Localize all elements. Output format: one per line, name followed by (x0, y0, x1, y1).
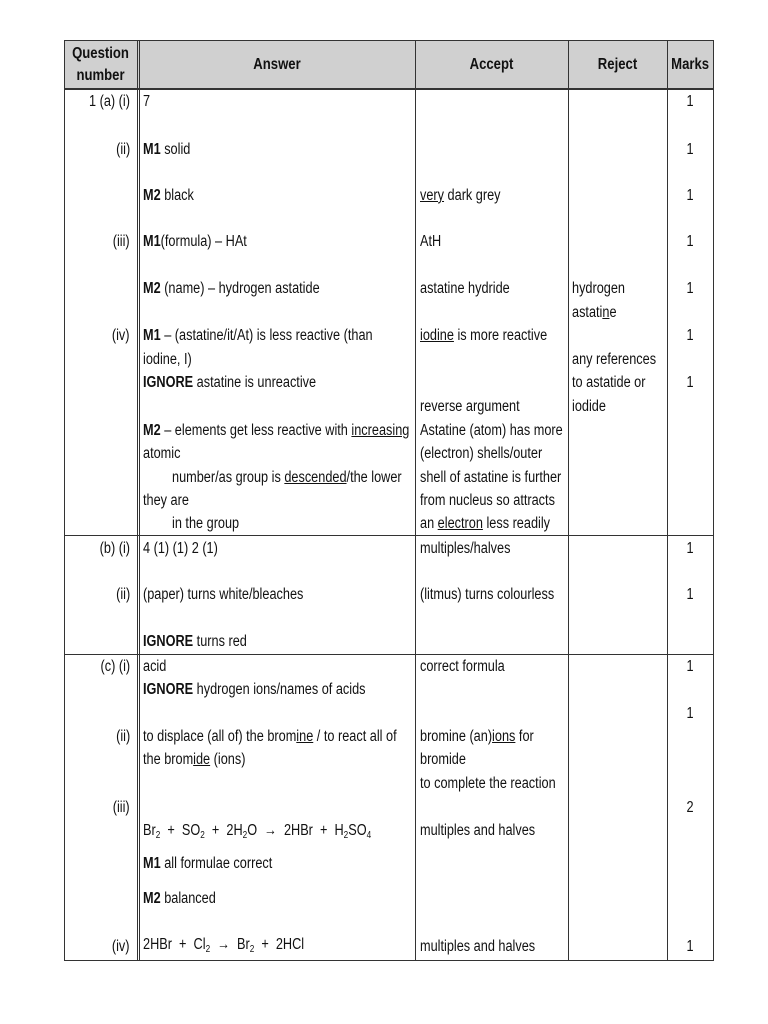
col-divider-accept (415, 40, 416, 961)
equation-1c-iii: $Br_2 + SO_2 + 2H_2O \to 2HBr + H_2SO_4$ (143, 822, 372, 841)
answer-1b-ii: (paper) turns white/bleaches (143, 586, 304, 603)
answer-1a-i: 7 (143, 93, 151, 110)
mark-1c-ii: 1 (686, 705, 694, 722)
answer-1a-iv-m2-line3: number/as group is descended/the lower (172, 469, 402, 486)
answer-1c-i-ignore: IGNORE hydrogen ions/names of acids (143, 681, 366, 698)
answer-1a-iv-m2-line1: M2 – elements get less reactive with increasing (143, 422, 410, 439)
mark-1c-iv: 1 (686, 938, 694, 955)
equation-1c-iv: $2HBr + Cl_2 \to Br_2 + 2HCl$ (143, 936, 305, 955)
accept-1c-iv: multiples and halves (420, 938, 536, 955)
reject-1a-iv-3: iodide (572, 398, 606, 415)
mark-1a-iii-m1: 1 (686, 233, 694, 250)
question-number-1b-i: (b) (i) (99, 540, 130, 557)
mark-1c-iii: 2 (686, 799, 694, 816)
question-number-1a-i: 1 (a) (i) (89, 93, 130, 110)
answer-1a-iv-m2-line4: they are (143, 492, 189, 509)
header-answer: Answer (253, 56, 301, 73)
question-number-1a-iv: (iv) (112, 327, 130, 344)
accept-1c-i: correct formula (420, 658, 505, 675)
question-number-1c-iv: (iv) (112, 938, 130, 955)
answer-1c-iii-m1: M1 all formulae correct (143, 855, 273, 872)
answer-1a-ii-m1: M1 solid (143, 141, 191, 158)
reject-1a-iii-2: astatine (572, 304, 617, 321)
table-border-top (64, 40, 714, 41)
mark-1a-i: 1 (686, 93, 694, 110)
col-divider-answer-double (139, 40, 140, 961)
answer-1a-iv-m1-line1: M1 – (astatine/it/At) is less reactive (than (143, 327, 373, 344)
header-marks: Marks (671, 56, 710, 73)
answer-1a-iii-m1: M1(formula) – HAt (143, 233, 247, 250)
col-divider-answer (137, 40, 138, 961)
reject-1a-iii-1: hydrogen (572, 280, 626, 297)
accept-1a-ii: very dark grey (420, 187, 501, 204)
accept-1c-ii-1: bromine (an)ions for (420, 728, 534, 745)
accept-1a-iv-8: an electron less readily (420, 515, 551, 532)
accept-1a-iv-3: reverse argument (420, 398, 520, 415)
header-divider-double (64, 89, 714, 90)
answer-1a-iv-m1-line2: iodine, I) (143, 351, 192, 368)
header-question-number: Question number (72, 45, 129, 84)
col-border-left (64, 40, 65, 961)
mark-1a-iv-m2: 1 (686, 374, 694, 391)
accept-1b-i: multiples/halves (420, 540, 511, 557)
answer-1b-ignore: IGNORE turns red (143, 633, 247, 650)
mark-1c-i: 1 (686, 658, 694, 675)
accept-1a-iv-5: (electron) shells/outer (420, 445, 543, 462)
accept-1c-ii-2: bromide (420, 751, 466, 768)
question-number-1a-ii: (ii) (115, 141, 130, 158)
col-border-right (713, 40, 714, 961)
question-number-1c-i: (c) (i) (100, 658, 130, 675)
question-number-1c-ii: (ii) (115, 728, 130, 745)
mark-1b-ii: 1 (686, 586, 694, 603)
answer-1c-i: acid (143, 658, 167, 675)
answer-1a-ii-m2: M2 black (143, 187, 194, 204)
question-number-1a-iii: (iii) (113, 233, 130, 250)
accept-1a-iv-4: Astatine (atom) has more (420, 422, 563, 439)
accept-1a-iii-2: astatine hydride (420, 280, 510, 297)
mark-1a-ii-m1: 1 (686, 141, 694, 158)
mark-1a-iii-m2: 1 (686, 280, 694, 297)
answer-1c-iii-m2: M2 balanced (143, 890, 216, 907)
reject-1a-iv-1: any references (572, 351, 657, 368)
mark-scheme-table (64, 40, 714, 961)
accept-1c-ii-3: to complete the reaction (420, 775, 556, 792)
mark-1a-iv-m1: 1 (686, 327, 694, 344)
reject-1a-iv-2: to astatide or (572, 374, 646, 391)
answer-1a-iv-m2-line2: atomic (143, 445, 181, 462)
mark-1b-i: 1 (686, 540, 694, 557)
col-divider-marks (667, 40, 668, 961)
answer-1a-iii-m2: M2 (name) – hydrogen astatide (143, 280, 320, 297)
row-divider-b (64, 535, 714, 536)
table-border-bottom (64, 960, 714, 961)
accept-1a-iv-1: iodine is more reactive (420, 327, 548, 344)
header-reject: Reject (597, 56, 638, 73)
accept-1a-iv-7: from nucleus so attracts (420, 492, 555, 509)
answer-1a-iv-ignore: IGNORE astatine is unreactive (143, 374, 317, 391)
accept-1c-iii: multiples and halves (420, 822, 536, 839)
question-number-1b-ii: (ii) (115, 586, 130, 603)
accept-1a-iv-6: shell of astatine is further (420, 469, 562, 486)
accept-1a-iii-1: AtH (420, 233, 442, 250)
answer-1c-ii-line1: to displace (all of) the bromine / to react all of (143, 728, 397, 745)
header-accept: Accept (469, 56, 514, 73)
answer-1a-iv-m2-line5: in the group (172, 515, 240, 532)
col-divider-reject (568, 40, 569, 961)
answer-1b-i: 4 (1) (1) 2 (1) (143, 540, 218, 557)
question-number-1c-iii: (iii) (113, 799, 130, 816)
answer-1c-ii-line2: the bromide (ions) (143, 751, 246, 768)
accept-1b-ii: (litmus) turns colourless (420, 586, 555, 603)
mark-1a-ii-m2: 1 (686, 187, 694, 204)
